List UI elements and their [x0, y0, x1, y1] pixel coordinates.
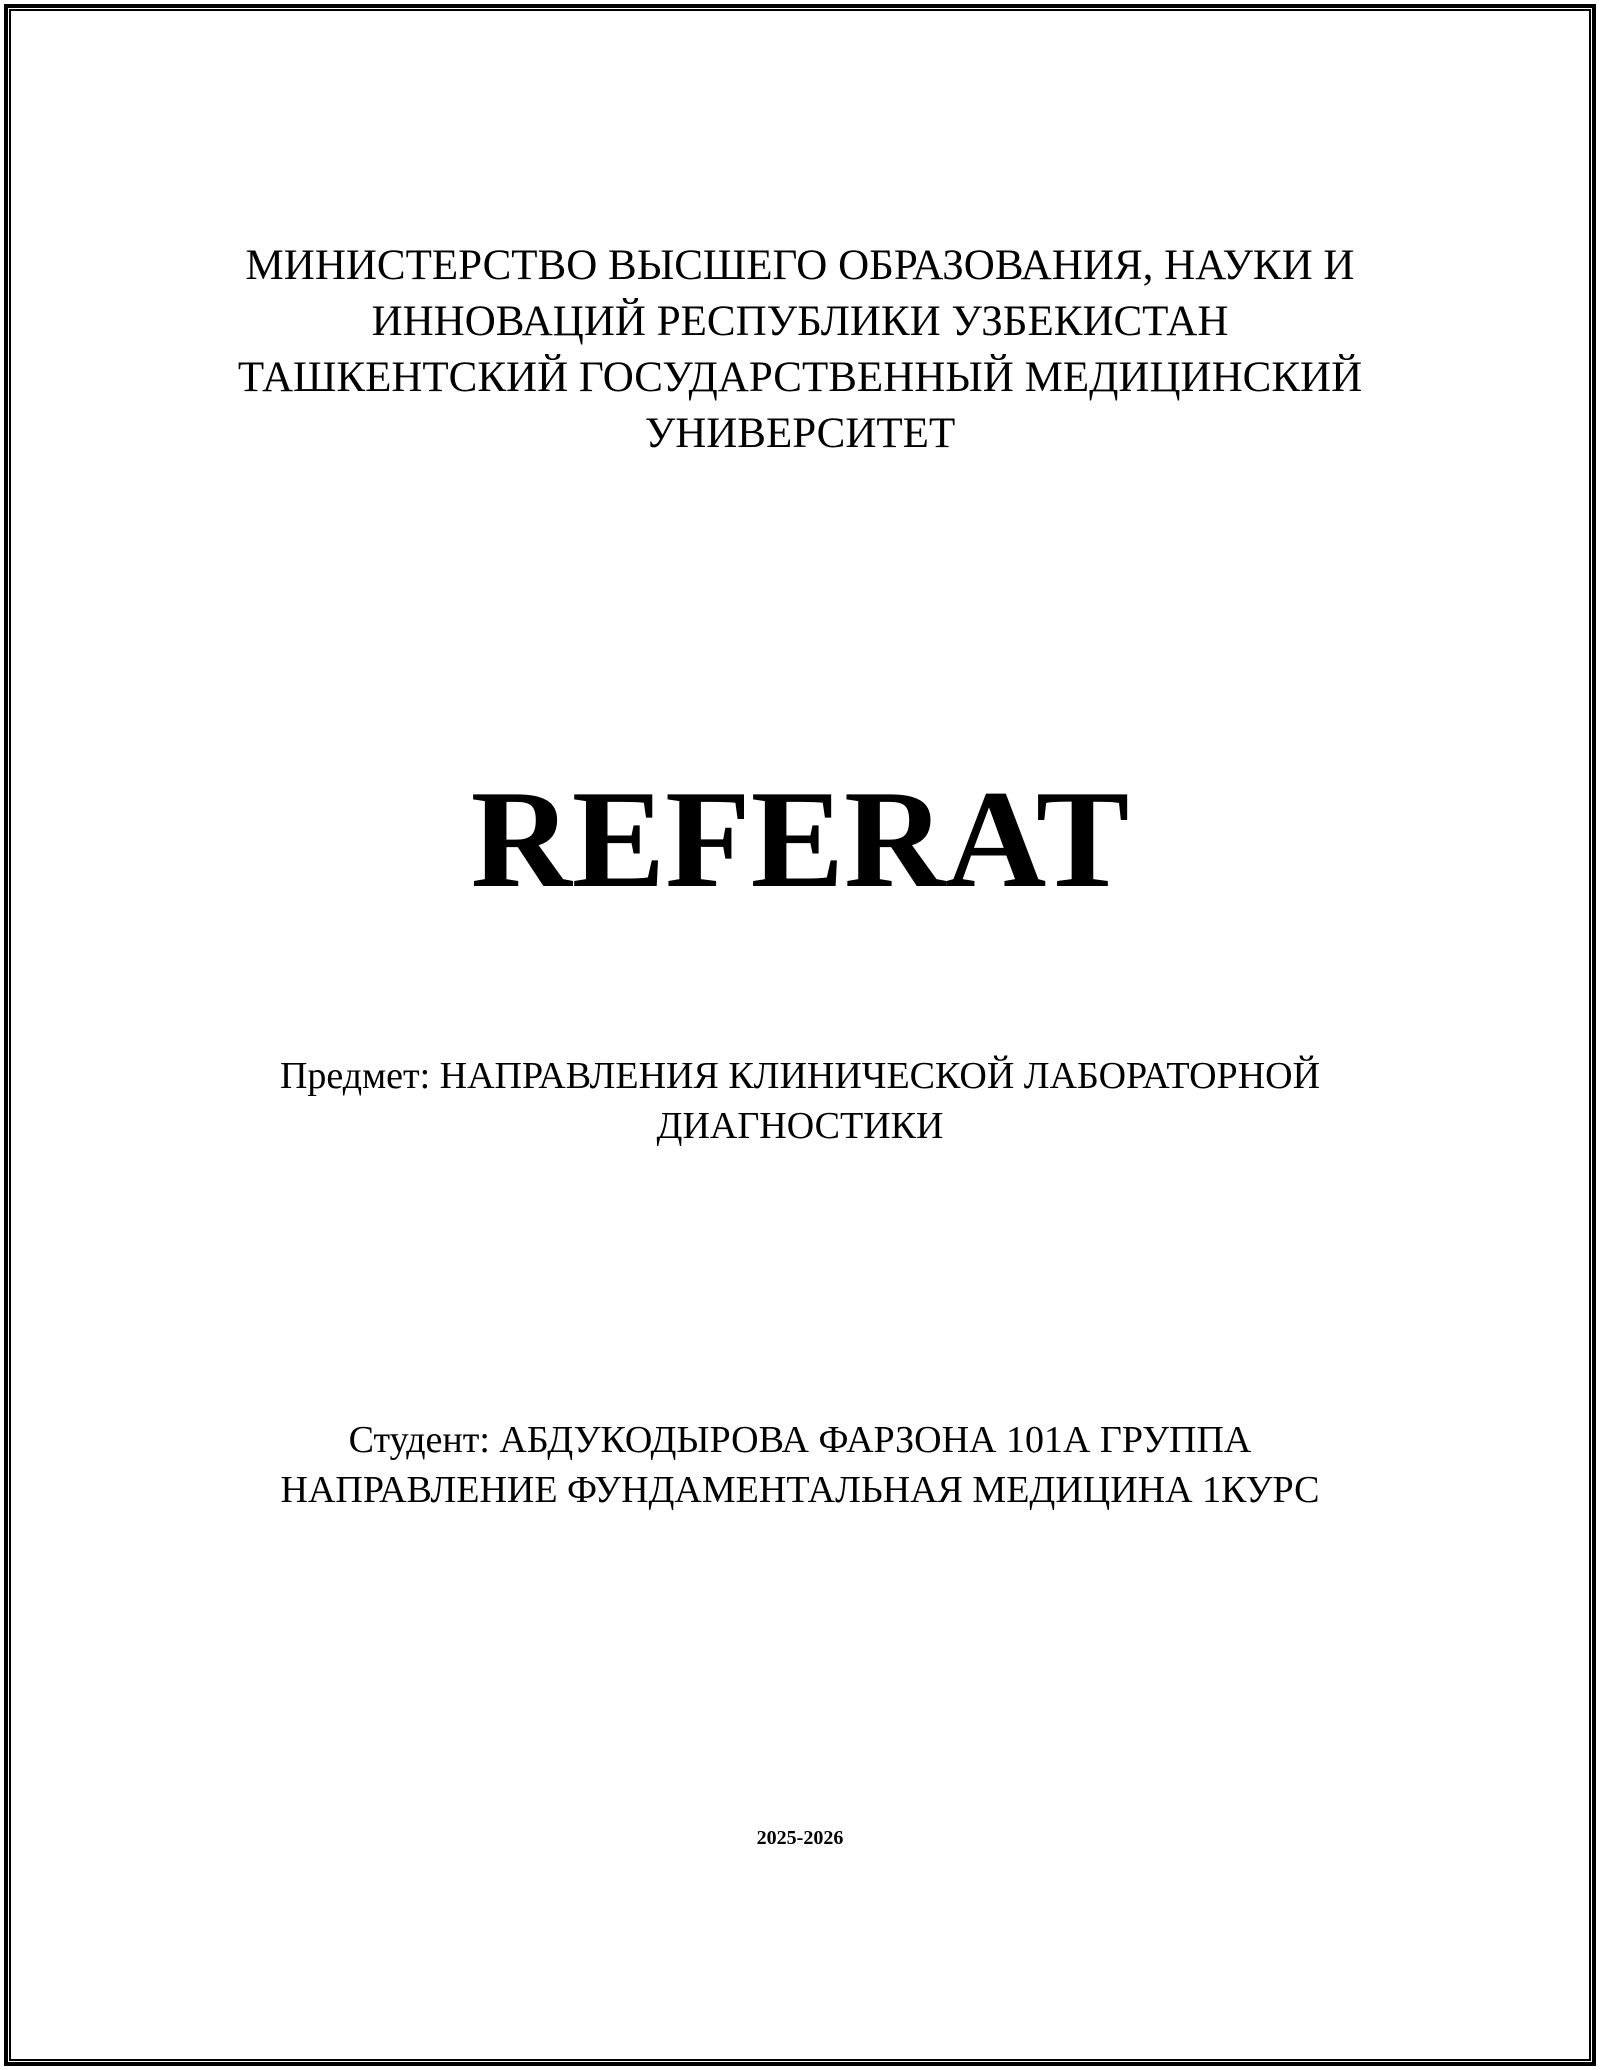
- document-title: REFERAT: [470, 762, 1130, 917]
- institution-header: [0, 238, 1600, 462]
- header-line: УНИВЕРСИТЕТ: [644, 410, 956, 457]
- subject-block: [0, 1051, 1600, 1151]
- student-block: [0, 1415, 1600, 1515]
- student-line: Студент: АБДУКОДЫРОВА ФАРЗОНА 101А ГРУППА: [348, 1419, 1252, 1461]
- header-line: ИННОВАЦИЙ РЕСПУБЛИКИ УЗБЕКИСТАН: [371, 298, 1229, 345]
- header-line: ТАШКЕНТСКИЙ ГОСУДАРСТВЕННЫЙ МЕДИЦИНСКИЙ: [237, 354, 1363, 401]
- header-line: МИНИСТЕРСТВО ВЫСШЕГО ОБРАЗОВАНИЯ, НАУКИ И: [245, 242, 1355, 289]
- academic-year: 2025-2026: [756, 1827, 844, 1849]
- subject-line: ДИАГНОСТИКИ: [656, 1105, 944, 1147]
- subject-line: Предмет: НАПРАВЛЕНИЯ КЛИНИЧЕСКОЙ ЛАБОРАТОРНОЙ: [279, 1055, 1321, 1097]
- student-line: НАПРАВЛЕНИЕ ФУНДАМЕНТАЛЬНАЯ МЕДИЦИНА 1КУРС: [280, 1469, 1320, 1511]
